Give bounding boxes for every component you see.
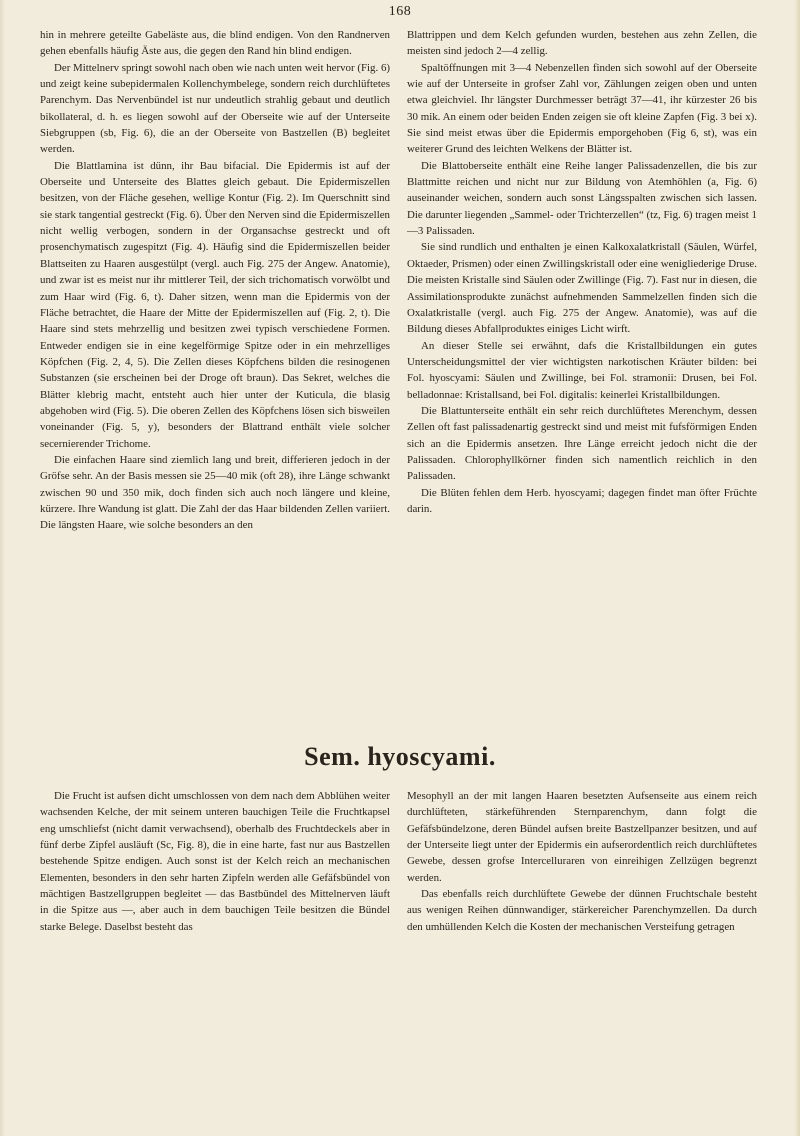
page-edge-right — [794, 0, 800, 1136]
column-top-left — [40, 27, 390, 534]
paragraph: Die Blattoberseite enthält eine Reihe langer Palissadenzellen, die bis zur Blattmitte reichen und nicht nur zur Bildung von Atemhöhlen (a, Fig. 6) auseinander weichen, sondern auch sonst Längsspalten zwischen sich lassen. Die darunter liegenden „Sammel- oder Trichterzellen“ (tz, Fig. 6) tragen meist 1—3 Palissaden. — [407, 159, 757, 238]
paragraph: Das ebenfalls reich durchlüftete Gewebe der dünnen Fruchtschale besteht aus wenigen Reihen dünnwandiger, stärkereicher Parenchymzellen. Da durch den umhüllenden Kelch die Kosten der mechanischen Versteifung getragen — [407, 888, 757, 933]
section-title: Sem. hyoscyami. — [304, 742, 496, 771]
paragraph: Die Blattlamina ist dünn, ihr Bau bifacial. Die Epidermis ist auf der Oberseite und Unterseite des Blattes gleich gebaut. Die Epidermiszellen besitzen, von der Fläche gesehen, wellige Kontur (Fig. 2). Im Querschnitt sind sie stark tangential gestreckt (Fig. 6). Über den Nerven sind die Epidermiszellen nicht wellig verbogen, sondern in der Organsachse gestreckt und oft prosenchymatisch zugespitzt (Fig. 4). Häufig sind die Epidermiszellen beider Blattseiten zu Haaren ausgestülpt (vergl. auch Fig. 275 der Angew. Anatomie), und zwar ist es meist nur ihr mittlerer Teil, der sich trichomatisch vorwölbt und zum Haar wird (Fig. 6, t). Daher sitzen, wenn man die Epidermis von der Fläche betrachtet, die Haare der Mitte der Epidermiszellen auf (Fig. 2, t). Die Haare sind stets mehrzellig und besitzen zwei typisch verschiedene Formen. Entweder endigen sie in eine kegelförmige Spitze oder in ein mehrzelliges Köpfchen (Fig. 2, 4, 5). Die Zellen dieses Köpfchens bilden die resinogenen Substanzen (sie erscheinen bei der Droge oft braun). Das Sekret, welches die Blätter klebrig macht, entsteht auch hier unter der Kuticula, die blasig abgehoben wird (Fig. 5). Die oberen Zellen des Köpfchens lösen sich bisweilen voneinander (Fig. 5, y), besonders der Blattrand enthält viele solcher secernierender Trichome. — [40, 159, 390, 450]
paragraph: Der Mittelnerv springt sowohl nach oben wie nach unten weit hervor (Fig. 6) und zeigt keine subepidermalen Kollenchymbelege, sondern reich durchlüftetes Parenchym. Das Nervenbündel ist nur undeutlich strahlig gebaut und deutlich bikollateral, d. h. es liegen sowohl auf der Oberseite wie auf der Unterseite Siebgruppen (sb, Fig. 6), die an der Oberseite von Bastzellen (B) begleitet werden. — [40, 61, 391, 156]
paragraph: Die einfachen Haare sind ziemlich lang und breit, differieren jedoch in der Gröfse sehr. An der Basis messen sie 25—40 mik (oft 28), ihre Länge schwankt zwischen 90 und 350 mik, doch finden sich auch noch längere und kleine, kürzere. Ihre Wandung ist glatt. Die Zahl der das Haar bildenden Zellen variiert. Die längsten Haare, wie solche besonders an den — [40, 453, 390, 532]
paragraph: Blattrippen und dem Kelch gefunden wurden, bestehen aus zehn Zellen, die meisten sind jedoch 2—4 zellig. — [407, 29, 757, 58]
paragraph: Mesophyll an der mit langen Haaren besetzten Aufsenseite aus einem reich durchlüfteten, stärkeführenden Sternparenchym, dann folgt die Gefäfsbündelzone, deren Bündel aufsen breite Bastzellpanzer besitzen, und auf der Unterseite liegt unter der Epidermis ein aufserordentlich reich durchlüftetes Gewebe, dessen grofse Intercelluraren von einreihigen Zellzügen begrenzt werden. — [407, 790, 757, 884]
paragraph: Die Blüten fehlen dem Herb. hyoscyami; dagegen findet man öfter Früchte darin. — [407, 486, 757, 515]
paragraph: An dieser Stelle sei erwähnt, dafs die Kristallbildungen ein gutes Unterscheidungsmittel der vier wichtigsten narkotischen Kräuter bilden: bei Fol. hyoscyami: Säulen und Zwillinge, bei Fol. stramonii: Drusen, bei Fol. belladonnae: Kristallsand, bei Fol. digitalis: keinerlei Kristallbildungen. — [407, 339, 757, 401]
paragraph: Die Blattunterseite enthält ein sehr reich durchlüftetes Merenchym, dessen Zellen oft fast palissadenartig gestreckt sind und meist mit fufsförmigen Enden sich an die Epidermis ansetzen. Ihre Länge erreicht jedoch nicht die der Palissaden. Chlorophyllkörner finden sich namentlich reichlich in den Palissaden. — [407, 404, 757, 483]
paragraph: Spaltöffnungen mit 3—4 Nebenzellen finden sich sowohl auf der Oberseite wie auf der Unterseite in grofser Zahl vor, Zählungen zeigen oben und unten etwa gleichviel. Ihr längster Durchmesser beträgt 37—41, ihr kürzester 26 bis 30 mik. An einem oder beiden Enden zeigen sie oft kleine Zapfen (Fig. 3 bei x). Sie sind meist etwas über die Epidermis emporgehoben (Fig 6, st), was ein weiterer Grund des leichten Welkens der Blätter ist. — [407, 61, 757, 156]
page-number: 168 — [388, 4, 412, 19]
paragraph: Die Frucht ist aufsen dicht umschlossen von dem nach dem Abblühen weiter wachsenden Kelche, der mit seinem unteren bauchigen Teile die Fruchtkapsel eng umschliefst (nicht damit verwachsend), oberhalb des Fruchtdeckels aber in fünf derbe Zipfel ausläuft (Sc, Fig. 8), die in eine harte, fast nur aus Bastzellen bestehende Spitze endigen. Auch sonst ist der Kelch reich an mechanischen Elementen, besonders in den sehr harten Zipfeln werden alle Gefäfsbündel von mächtigen Bastzellgruppen begleitet — das Bastbündel des Mittelnerven läuft in die Spitze aus —, aber auch in dem bauchigen Teile besitzen die Bündel starke Belege. Daselbst besteht das — [40, 790, 390, 933]
page-edge-left — [0, 0, 5, 1136]
column-bottom-right — [407, 788, 757, 935]
paragraph: Sie sind rundlich und enthalten je einen Kalkoxalatkristall (Säulen, Würfel, Oktaeder, Prismen) oder einen Zwillingskristall oder eine wenigliederige Druse. Die meisten Kristalle sind Säulen oder Zwillinge (Fig. 7). Fast nur in diesen, die Assimilationsprodukte zunächst aufnehmenden Sammelzellen finden sich die Oxalatkristalle (vergl. auch Fig. 275 der Angew. Anatomie), was auf die Bildung dieses Abfallproduktes einiges Licht wirft. — [407, 241, 757, 336]
column-top-right — [407, 27, 757, 517]
column-bottom-left — [40, 788, 390, 935]
paragraph: hin in mehrere geteilte Gabeläste aus, die blind endigen. Von den Randnerven gehen ebenfalls häufig Äste aus, die gegen den Rand hin blind endigen. — [40, 29, 390, 58]
